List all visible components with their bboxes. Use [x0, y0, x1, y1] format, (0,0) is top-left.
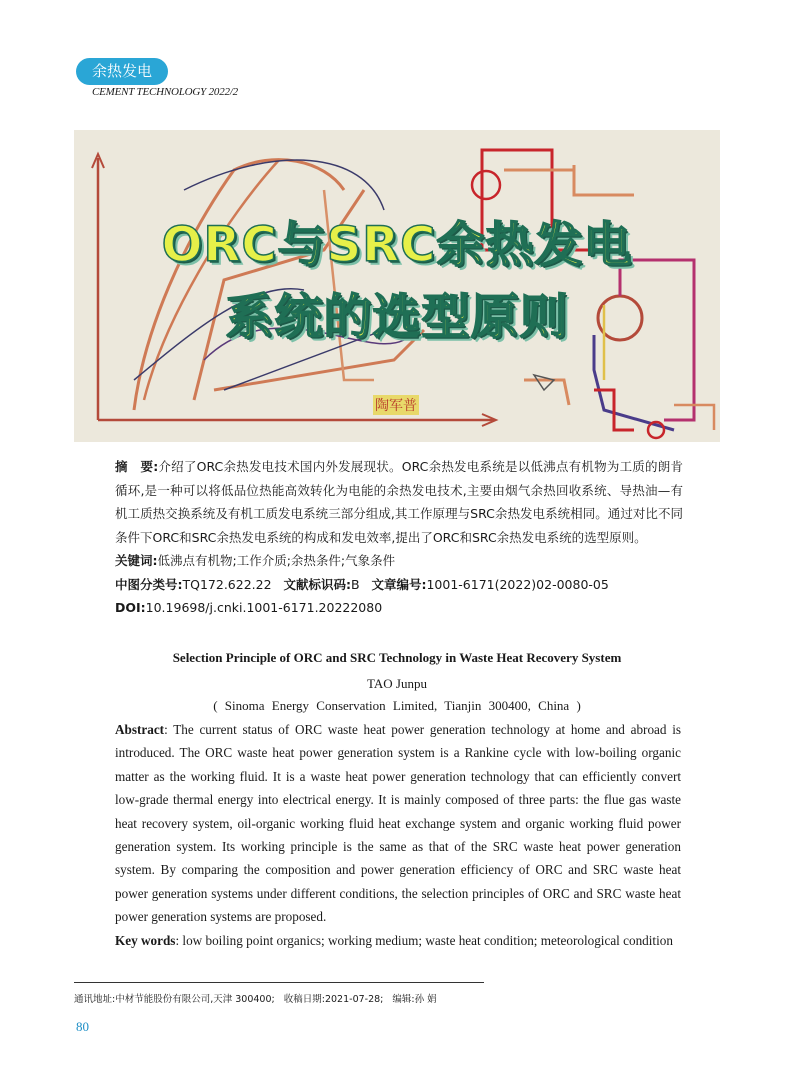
page-number: 80 [76, 1019, 89, 1034]
cn-classification-value: TQ172.622.22 [182, 576, 272, 592]
cn-classification-line [115, 573, 683, 597]
english-affiliation: ( Sinoma Energy Conservation Limited, Tianjin 300400, China ) [213, 698, 581, 713]
cn-doi-label: DOI: [115, 600, 146, 615]
cn-keywords [115, 549, 683, 573]
banner-author: 陶军普 [373, 395, 419, 415]
cn-keywords-label: 关键词: [115, 553, 158, 568]
en-keywords [115, 929, 681, 952]
en-abstract-label: Abstract [115, 722, 165, 737]
english-abstract-block [115, 718, 681, 952]
en-abstract-text: : The current status of ORC waste heat power generation technology at home and abroad is introduced. The ORC waste heat power generation system is a Rankine cycle with low-boiling organic matter as the working fluid. It is a waste heat power generation technology that can efficiently convert low-grade thermal energy into electrical energy. It is mainly composed of three parts: the flue gas waste heat recovery system, oil-organic working fluid heat exchange system and organic working fluid power generation system. Its working principle is the same as that of the SRC waste heat power generation system. By comparing the composition and power generation efficiency of ORC and SRC waste heat power generation systems under different conditions, the selection principles of ORC and SRC waste heat power generation systems are proposed. [115, 722, 681, 925]
en-abstract [115, 718, 681, 929]
cn-doi-value: 10.19698/j.cnki.1001-6171.20222080 [145, 600, 383, 615]
english-title: Selection Principle of ORC and SRC Technology in Waste Heat Recovery System [172, 650, 622, 665]
journal-name: CEMENT TECHNOLOGY 2022/2 [92, 86, 238, 98]
cn-doc-code-value: B [350, 576, 360, 592]
english-author: TAO Junpu [367, 676, 427, 691]
cn-article-no-label: 文章编号: [371, 576, 427, 592]
en-keywords-label: Key words [115, 932, 176, 948]
cn-abstract [115, 455, 683, 549]
footnote-divider [74, 982, 484, 983]
cn-doi-line [115, 596, 683, 620]
cn-classification-label: 中图分类号: [115, 576, 183, 592]
title-banner [74, 130, 720, 442]
banner-title-line-2: 系统的选型原则 [225, 289, 569, 345]
cn-abstract-text: 介绍了ORC余热发电技术国内外发展现状。ORC余热发电系统是以低沸点有机物为工质的朗肯循环,是一种可以将低品位热能高效转化为电能的余热发电技术,主要由烟气余热回收系统、导热油—有机工质热交换系统及有机工质发电系统三部分组成,其工作原理与SRC余热发电系统相同。通过对比不同条件下ORC和SRC余热发电系统的构成和发电效率,提出了ORC和SRC余热发电系统的选型原则。 [115, 459, 684, 545]
cn-keywords-text: 低沸点有机物;工作介质;余热条件;气象条件 [157, 553, 396, 568]
cn-doc-code-label: 文献标识码: [283, 576, 351, 592]
section-label: 余热发电 [76, 58, 168, 85]
cn-abstract-label: 摘 要: [115, 459, 159, 474]
footnote: 通讯地址:中材节能股份有限公司,天津 300400; 收稿日期:2021-07-28; 编辑:孙 娟 [74, 994, 437, 1005]
en-keywords-text: : low boiling point organics; working medium; waste heat condition; meteorological condition [175, 932, 673, 948]
cn-article-no-value: 1001-6171(2022)02-0080-05 [426, 576, 609, 592]
banner-title-line-1: ORC与SRC余热发电 [161, 217, 633, 273]
chinese-front-matter [115, 455, 683, 620]
